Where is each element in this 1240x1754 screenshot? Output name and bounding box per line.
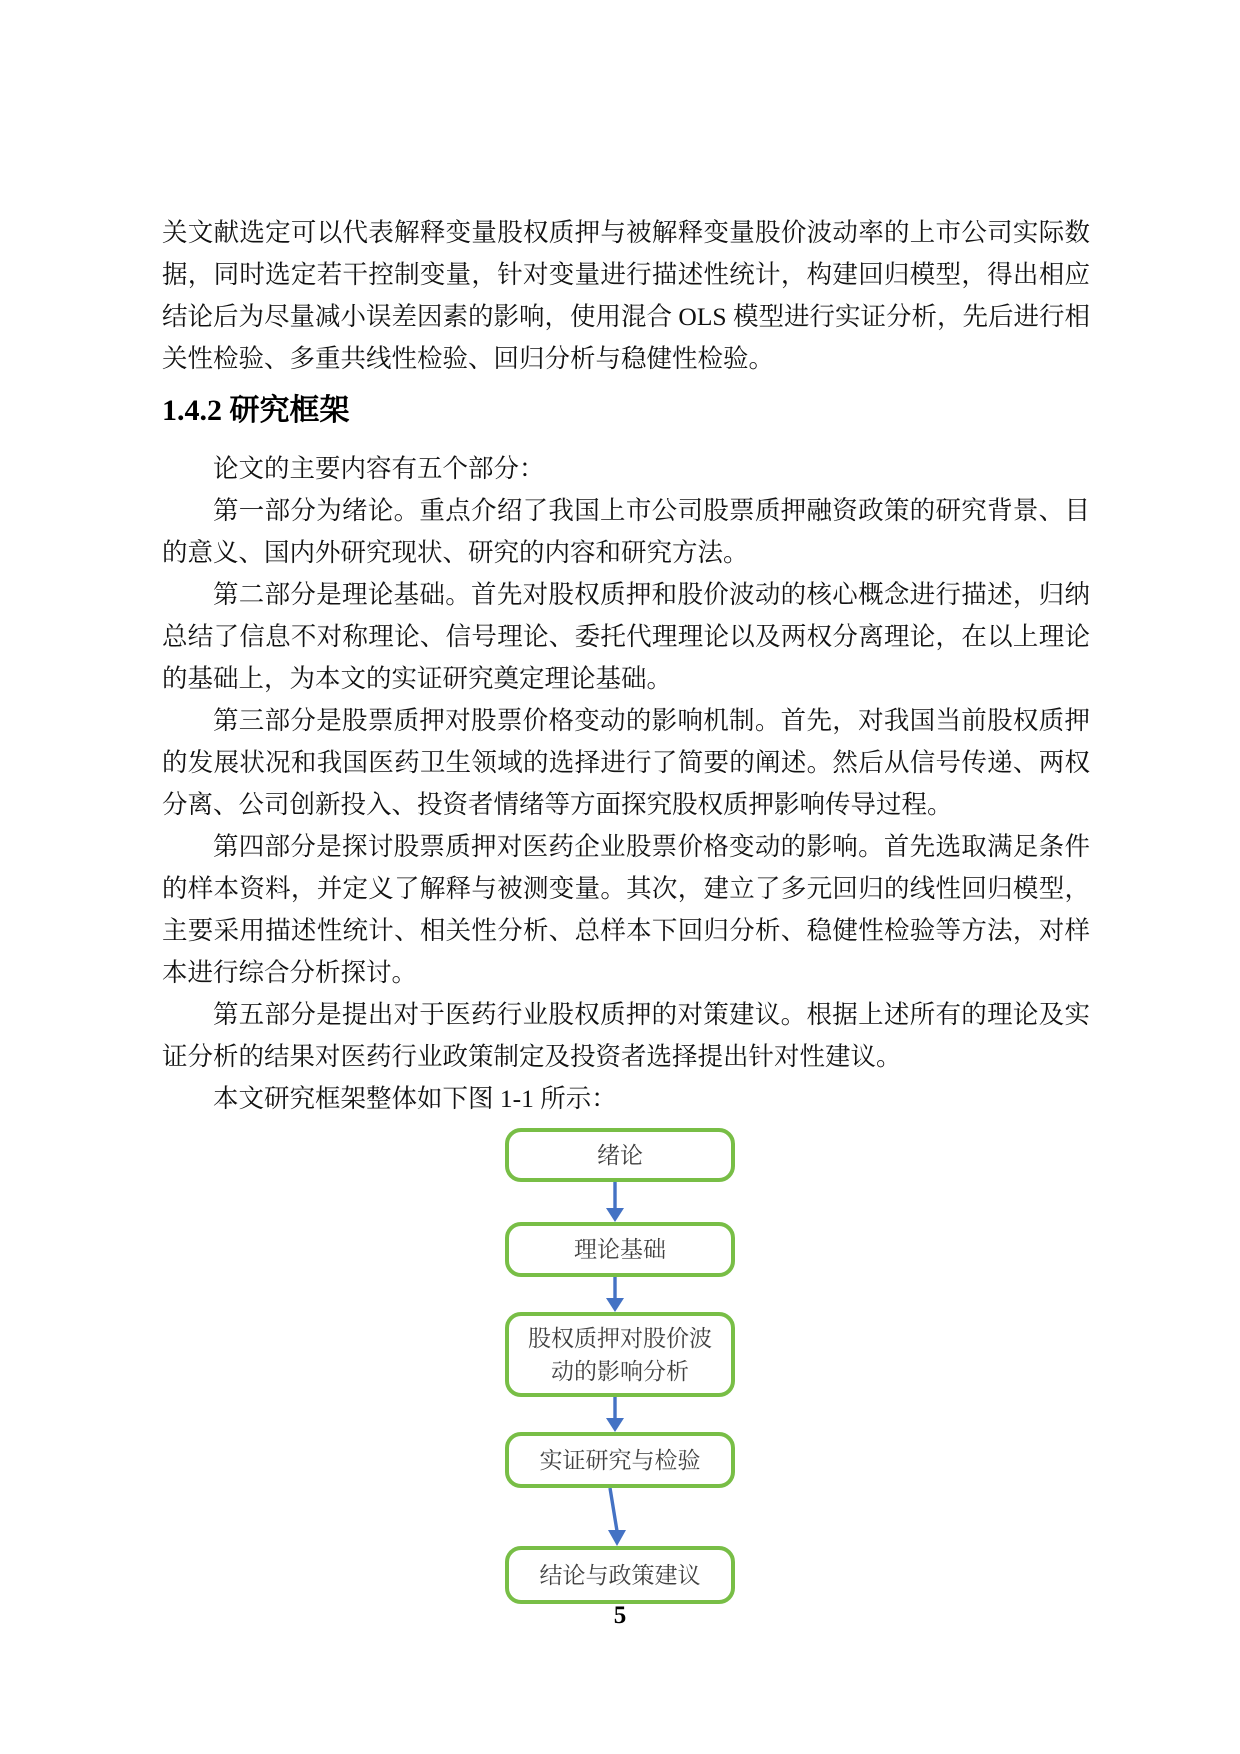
page-content (162, 212, 1090, 1120)
flow-node-pledge-impact-analysis (505, 1312, 735, 1397)
down-arrow-icon (602, 1277, 628, 1312)
arrow-head (608, 1530, 626, 1546)
paragraph: 第五部分是提出对于医药行业股权质押的对策建议。根据上述所有的理论及实证分析的结果对医药行业政策制定及投资者选择提出针对性建议。 (162, 1000, 1090, 1071)
flow-node-theoretical-basis (505, 1222, 735, 1277)
flow-node-introduction (505, 1128, 735, 1182)
figure-reference-paragraph: 本文研究框架整体如下图 1-1 所示： (213, 1084, 617, 1113)
down-arrow-icon (602, 1182, 628, 1222)
continuation-paragraph: 关文献选定可以代表解释变量股权质押与被解释变量股价波动率的上市公司实际数据，同时选定若干控制变量，针对变量进行描述性统计，构建回归模型，得出相应结论后为尽量减小误差因素的影响，使用混合 OLS 模型进行实证分析，先后进行相关性检验、多重共线性检验、回归分析与稳健性检验。 (162, 218, 1090, 373)
down-arrow-icon (602, 1397, 628, 1432)
paragraph: 第四部分是探讨股票质押对医药企业股票价格变动的影响。首先选取满足条件的样本资料，并定义了解释与被测变量。其次，建立了多元回归的线性回归模型，主要采用描述性统计、相关性分析、总样本下回归分析、稳健性检验等方法，对样本进行综合分析探讨。 (162, 832, 1090, 987)
section-heading-1-4-2: 1.4.2 研究框架 (162, 394, 350, 427)
flow-node-label: 结论与政策建议 (539, 1562, 701, 1588)
flow-node-label: 实证研究与检验 (539, 1447, 701, 1473)
paragraph: 第一部分为绪论。重点介绍了我国上市公司股票质押融资政策的研究背景、目的意义、国内外研究现状、研究的内容和研究方法。 (162, 496, 1090, 567)
flow-node-label: 绪论 (597, 1142, 643, 1168)
paragraph: 第三部分是股票质押对股票价格变动的影响机制。首先，对我国当前股权质押的发展状况和我国医药卫生领域的选择进行了简要的阐述。然后从信号传递、两权分离、公司创新投入、投资者情绪等方面探究股权质押影响传导过程。 (162, 706, 1090, 819)
arrow-head (606, 1298, 624, 1312)
arrow-head (606, 1208, 624, 1222)
arrow-stem (610, 1488, 617, 1531)
flow-node-empirical-research (505, 1432, 735, 1488)
paragraph: 第二部分是理论基础。首先对股权质押和股价波动的核心概念进行描述，归纳总结了信息不对称理论、信号理论、委托代理理论以及两权分离理论，在以上理论的基础上，为本文的实证研究奠定理论基础。 (162, 580, 1090, 693)
down-arrow-icon (598, 1488, 632, 1546)
paragraph: 论文的主要内容有五个部分： (213, 454, 545, 483)
page-number: 5 (613, 1602, 627, 1629)
flow-node-conclusion-policy (505, 1546, 735, 1604)
flow-node-label: 理论基础 (574, 1237, 666, 1262)
arrow-head (606, 1418, 624, 1432)
flow-node-label: 股权质押对股价波动的影响分析 (528, 1325, 712, 1384)
